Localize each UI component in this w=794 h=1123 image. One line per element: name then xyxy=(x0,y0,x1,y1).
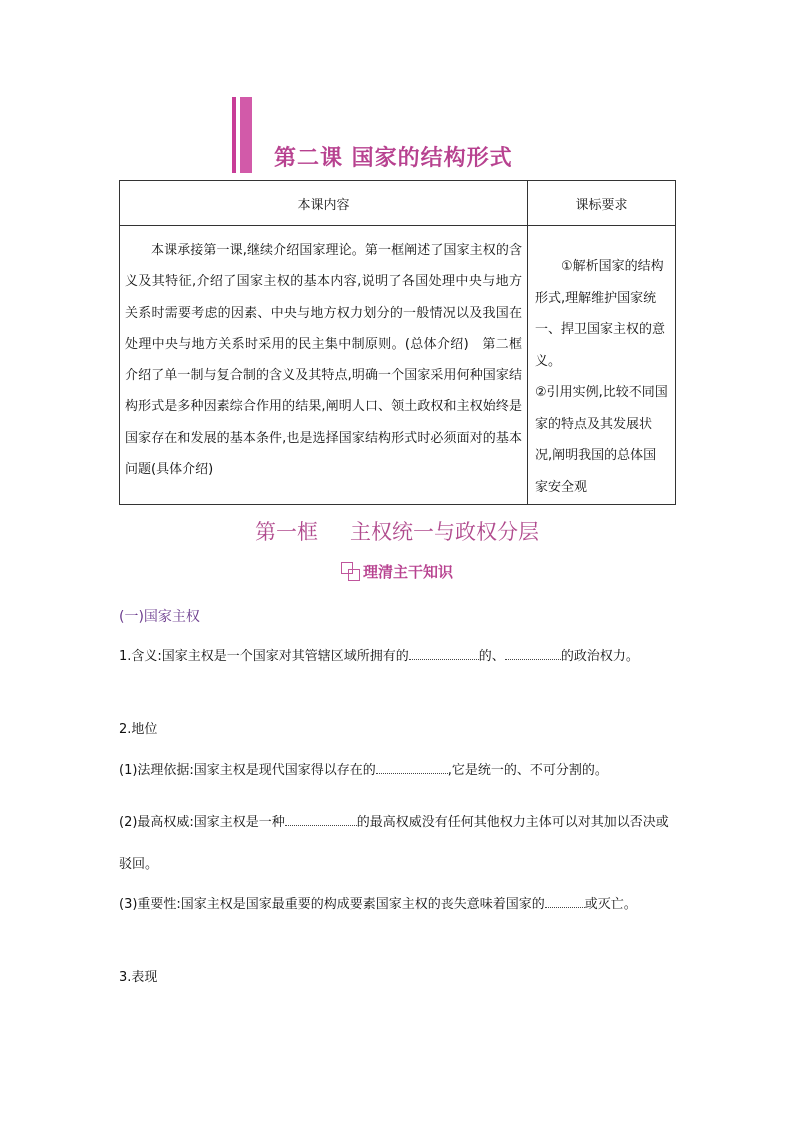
fill-blank[interactable] xyxy=(505,647,561,660)
header-requirements: 课标要求 xyxy=(528,181,676,226)
item-1-text: 1.含义:国家主权是一个国家对其管辖区域所拥有的 xyxy=(119,649,409,664)
requirements-cell xyxy=(528,226,676,505)
overlapping-squares-icon xyxy=(341,562,361,582)
lesson-header xyxy=(232,97,592,173)
frame-title xyxy=(0,516,794,546)
item-2-3-text: (3)重要性:国家主权是国家最重要的构成要素国家主权的丧失意味着国家的 xyxy=(119,897,545,912)
item-1-text: 的、 xyxy=(478,649,505,664)
frame-name: 主权统一与政权分层 xyxy=(350,520,539,544)
item-2-2-text: (2)最高权威:国家主权是一种 xyxy=(119,815,285,830)
item-2-2 xyxy=(119,802,679,886)
fill-blank[interactable] xyxy=(409,647,479,660)
item-2-3-text: 或灭亡。 xyxy=(584,897,637,912)
item-2-1-text: (1)法理依据:国家主权是现代国家得以存在的 xyxy=(119,763,376,778)
table-row xyxy=(120,226,676,505)
subsection-title: (一)国家主权 xyxy=(119,609,200,625)
item-2-1-text: ,它是统一的、不可分割的。 xyxy=(447,763,608,778)
section-heading-text: 理清主干知识 xyxy=(362,563,453,581)
item-1-text: 的政治权力。 xyxy=(560,649,639,664)
item-2: 2.地位 xyxy=(119,722,158,737)
item-1 xyxy=(119,647,679,667)
item-2-2-text: 的最高权威没有任何其他权力主体可以对其加以否决或驳回。 xyxy=(119,815,669,872)
content-cell xyxy=(120,226,528,505)
item-2-3 xyxy=(119,884,679,926)
item-2-1 xyxy=(119,761,679,781)
decorative-bar xyxy=(232,97,236,173)
lesson-title: 第二课 国家的结构形式 xyxy=(274,146,513,171)
section-heading xyxy=(0,561,794,582)
syllabus-table xyxy=(119,180,676,505)
requirement-1: ①解析国家的结构形式,理解维护国家统一、捍卫国家主权的意义。 xyxy=(535,259,666,369)
item-3: 3.表现 xyxy=(119,970,158,985)
table-header-row xyxy=(120,181,676,226)
fill-blank[interactable] xyxy=(376,761,448,774)
fill-blank[interactable] xyxy=(545,895,585,908)
decorative-bar xyxy=(240,97,252,173)
frame-number: 第一框 xyxy=(255,520,318,544)
header-content: 本课内容 xyxy=(120,181,528,226)
requirement-2: ②引用实例,比较不同国家的特点及其发展状况,阐明我国的总体国家安全观 xyxy=(535,385,668,495)
lesson-content-text: 本课承接第一课,继续介绍国家理论。第一框阐述了国家主权的含义及其特征,介绍了国家主权的基本内容,说明了各国处理中央与地方关系时需要考虑的因素、中央与地方权力划分的一般情况以及我国在处理中央与地方关系时采用的民主集中制原则。(总体介绍) 第二框介绍了单一制与复合制的含义及其特点,明确一个国家采用何种国家结构形式是多种因素综合作用的结果,阐明人口、领土政权和主权始终是国家存在和发展的基本条件,也是选择国家结构形式时必须面对的基本问题(具体介绍) xyxy=(125,243,522,478)
fill-blank[interactable] xyxy=(285,813,357,826)
